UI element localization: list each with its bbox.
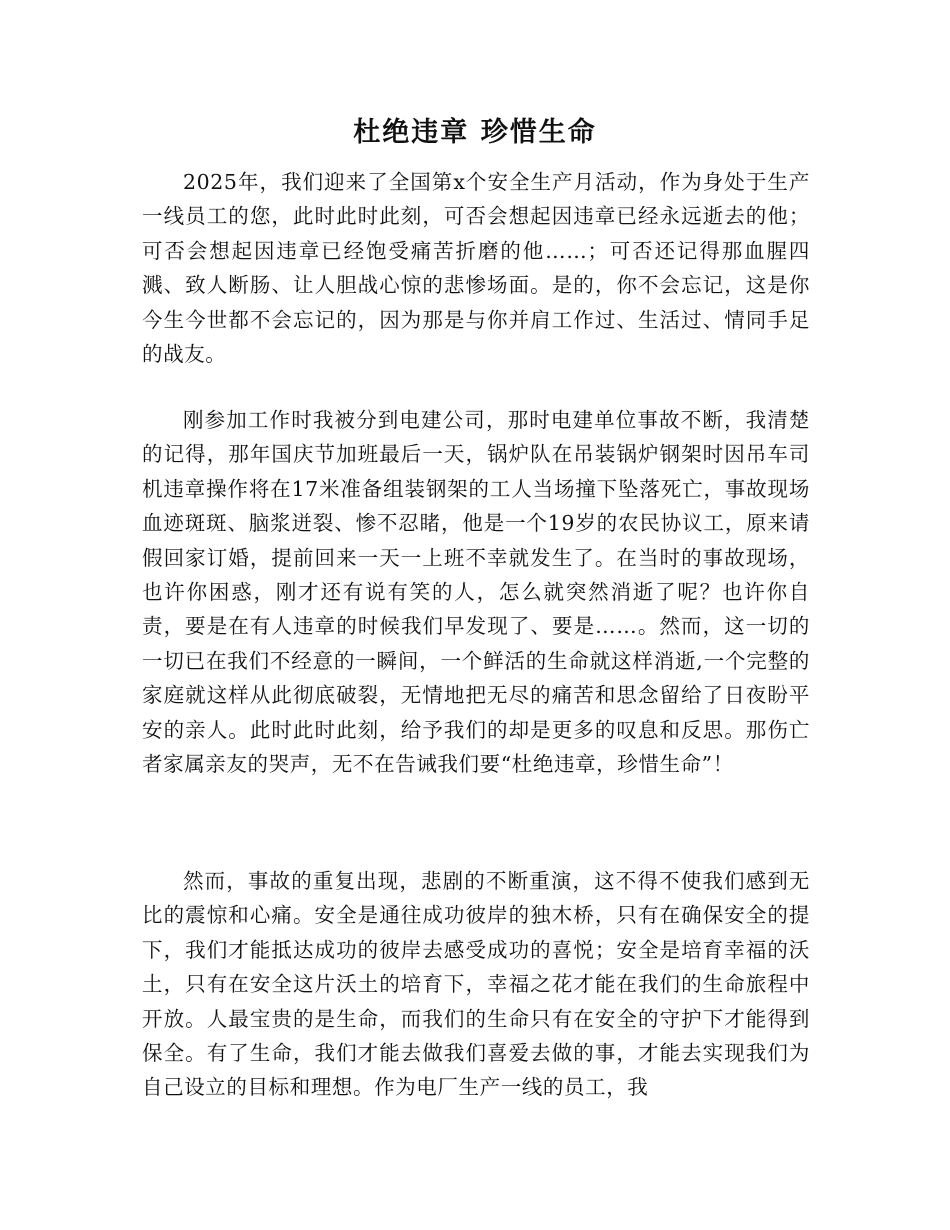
paragraph-accident-story: 刚参加工作时我被分到电建公司，那时电建单位事故不断，我清楚的记得，那年国庆节加班最后一天，锅炉队在吊装锅炉钢架时因吊车司机违章操作将在17米准备组装钢架的工人当场撞下坠落死亡，事故现场血迹斑斑、脑浆迸裂、惨不忍睹，他是一个19岁的农民协议工，原来请假回家订婚，提前回来一天一上班不幸就发生了。在当时的事故现场，也许你困惑，刚才还有说有笑的人，怎么就突然消逝了呢？也许你自责，要是在有人违章的时候我们早发现了、要是……。然而，这一切的一切已在我们不经意的一瞬间，一个鲜活的生命就这样消逝,一个完整的家庭就这样从此彻底破裂，无情地把无尽的痛苦和思念留给了日夜盼平安的亲人。此时此时此刻，给予我们的却是更多的叹息和反思。那伤亡者家属亲友的哭声，无不在告诫我们要“杜绝违章，珍惜生命”！ [142,408,810,777]
paragraph-safety-month: 2025年，我们迎来了全国第x个安全生产月活动，作为身处于生产一线员工的您，此时此时此刻，可否会想起因违章已经永远逝去的他；可否会想起因违章已经饱受痛苦折磨的他……；可否还记得那血腥四溅、致人断肠、让人胆战心惊的悲惨场面。是的，你不会忘记，这是你今生今世都不会忘记的，因为那是与你并肩工作过、生活过、情同手足的战友。 [142,170,810,367]
document-title: 杜绝违章 珍惜生命 [353,117,597,148]
paragraph-safety-reflection: 然而，事故的重复出现，悲剧的不断重演，这不得不使我们感到无比的震惊和心痛。安全是通往成功彼岸的独木桥，只有在确保安全的提下，我们才能抵达成功的彼岸去感受成功的喜悦；安全是培育幸福的沃土，只有在安全这片沃土的培育下，幸福之花才能在我们的生命旅程中开放。人最宝贵的是生命，而我们的生命只有在安全的守护下才能得到保全。有了生命，我们才能去做我们喜爱去做的事，才能去实现我们为自己设立的目标和理想。作为电厂生产一线的员工，我 [142,869,810,1100]
